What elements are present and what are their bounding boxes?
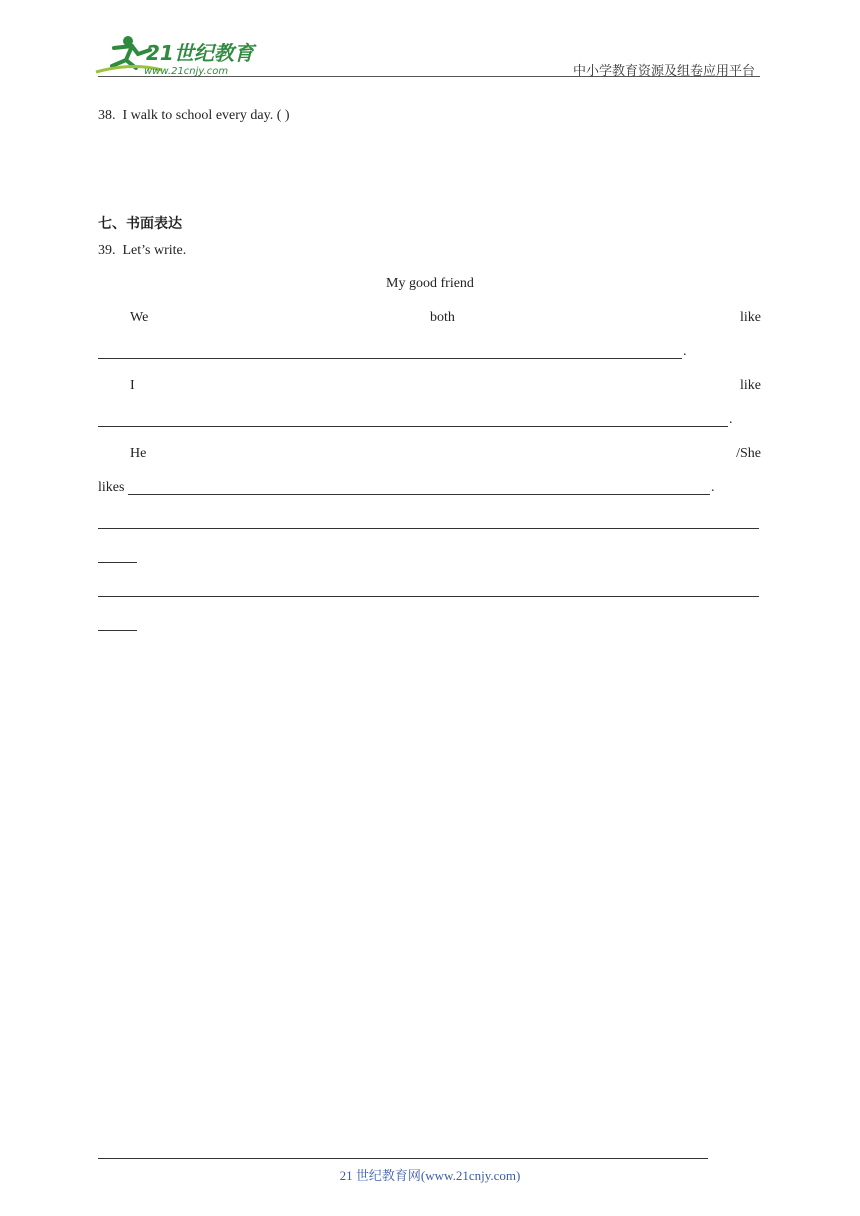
answer-blank[interactable]	[98, 528, 759, 529]
answer-blank[interactable]	[98, 562, 137, 563]
question-text: I walk to school every day. ( )	[122, 108, 290, 123]
site-logo	[92, 32, 262, 80]
answer-blank[interactable]	[98, 596, 759, 597]
line2-word-i: I	[130, 378, 135, 393]
line1-word-like: like	[740, 310, 761, 325]
line1-word-both: both	[430, 310, 455, 325]
svg-text:www.21cnjy.com: www.21cnjy.com	[144, 66, 229, 77]
period: .	[729, 412, 733, 427]
question-number: 39.	[98, 243, 116, 258]
question-39	[98, 243, 186, 259]
footer-divider	[98, 1158, 708, 1159]
period: .	[683, 344, 687, 359]
line2-word-like: like	[740, 378, 761, 393]
footer-link[interactable]: 21 世纪教育网(www.21cnjy.com)	[339, 1168, 521, 1183]
line4-word-likes: likes	[98, 480, 125, 495]
question-38	[98, 108, 290, 124]
svg-text:21世纪教育: 21世纪教育	[146, 41, 254, 65]
platform-name: 中小学教育资源及组卷应用平台	[572, 63, 755, 78]
answer-blank[interactable]	[98, 358, 682, 359]
question-number: 38.	[98, 108, 116, 123]
runner-logo-icon	[92, 32, 262, 80]
period: .	[711, 480, 715, 495]
line3-word-he: He	[130, 446, 147, 461]
answer-blank[interactable]	[98, 630, 137, 631]
line3-word-she: /She	[736, 446, 761, 461]
header-divider	[98, 76, 760, 77]
answer-blank[interactable]	[128, 494, 710, 495]
essay-title: My good friend	[386, 276, 474, 291]
answer-blank[interactable]	[98, 426, 728, 427]
section-title: 七、书面表达	[98, 216, 182, 232]
line1-word-we: We	[130, 310, 149, 325]
question-text: Let’s write.	[122, 243, 187, 258]
